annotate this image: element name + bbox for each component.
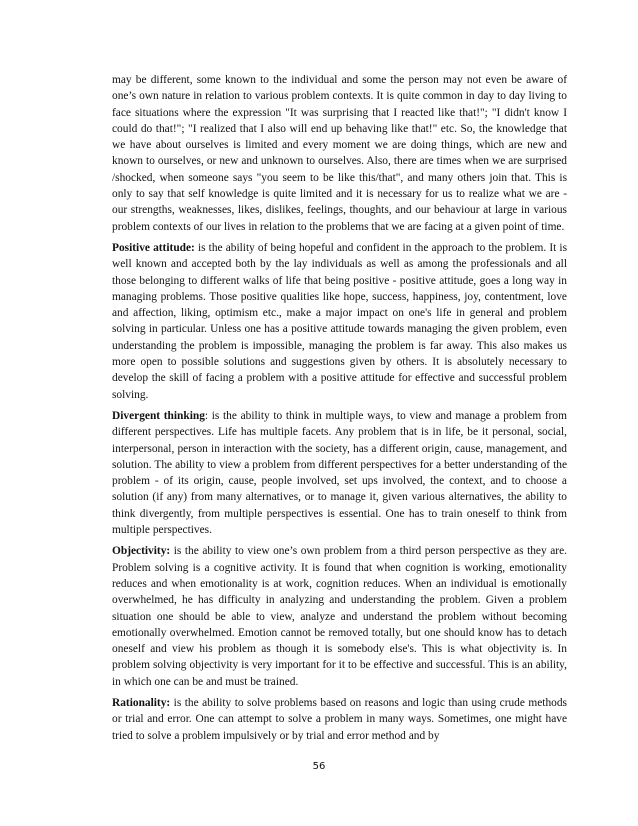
paragraph-text: is the ability of being hopeful and confident in the approach to the problem. It is well known and accepted both by the lay individuals as well as among the professionals and all those belonging to different walks of life that being positive - positive attitude, goes a long way in managing problems. Those positive qualities like hope, success, happiness, joy, contentment, love and affection, liking, optimism etc., make a major impact on one's life in general and problem solving in particular. Unless one has a positive attitude towards managing the given problem, even understanding the problem is impossible, managing the problem is far away. This also makes us more open to possible solutions and suggestions given by others. It is absolutely necessary to develop the skill of facing a problem with a positive attitude for effective and successful problem solving. bbox=[112, 241, 567, 401]
paragraph-objectivity bbox=[112, 543, 567, 690]
paragraph-text: is the ability to solve problems based on reasons and logic than using crude methods or trial and error. One can attempt to solve a problem in many ways. Sometimes, one might have tried to solve a problem impulsively or by trial and error method and by bbox=[112, 696, 567, 742]
paragraph-positive-attitude bbox=[112, 240, 567, 403]
paragraph-self-knowledge bbox=[112, 72, 567, 235]
term-objectivity: Objectivity: bbox=[112, 545, 171, 558]
term-divergent-thinking: Divergent thinking bbox=[112, 409, 205, 422]
page-number: 56 bbox=[312, 761, 326, 772]
term-positive-attitude: Positive attitude: bbox=[112, 241, 195, 254]
paragraph-divergent-thinking bbox=[112, 408, 567, 538]
paragraph-rationality bbox=[112, 695, 567, 744]
term-rationality: Rationality: bbox=[112, 696, 171, 709]
paragraph-text: may be different, some known to the individual and some the person may not even be aware of one’s own nature in relation to various problem contexts. It is quite common in day to day living to face situations where the expression "It was surprising that I reacted like that!"; "I didn't know I could do that!"; "I realized that I also will end up behaving like that!" etc. So, the knowledge that we have about ourselves is limited and every moment we are doing things, which are new and known to ourselves, or new and unknown to ourselves. Also, there are times when we are surprised /shocked, when someone says "you seem to be like this/that", and many others join that. This is only to say that self knowledge is quite limited and it is necessary for us to realize what we are - our strengths, weaknesses, likes, dislikes, feelings, thoughts, and our behaviour at large in various problem contexts of our lives in relation to the problems that we are facing at a given point of time. bbox=[112, 74, 567, 233]
paragraph-text: : is the ability to think in multiple ways, to view and manage a problem from different perspectives. Life has multiple facets. Any problem that is in life, be it personal, social, interpersonal, person in interaction with the society, has a different origin, cause, management, and solution. The ability to view a problem from different perspectives for a better understanding of the problem - of its origin, cause, people involved, set ups involved, the context, and to choose a solution (if any) from many alternatives, or to manage it, given various alternatives, the ability to think divergently, from multiple perspectives is essential. One has to train oneself to think from multiple perspectives. bbox=[112, 409, 567, 537]
document-body bbox=[112, 72, 567, 749]
paragraph-text: is the ability to view one’s own problem from a third person perspective as they are. Problem solving is a cognitive activity. It is found that when cognition is working, emotionality reduces and when emotionality is at work, cognition reduces. When an individual is emotionally overwhelmed, he has difficulty in analyzing and understanding the problem. Given a problem situation one should be able to view, analyze and understand the problem without becoming emotionally overwhelmed. Emotion cannot be removed totally, but one should know has to detach oneself and view his problem as though it is somebody else's. This is what objectivity is. In problem solving objectivity is very important for it to be effective and successful. This is an ability, in which one can be and must be trained. bbox=[112, 545, 567, 688]
